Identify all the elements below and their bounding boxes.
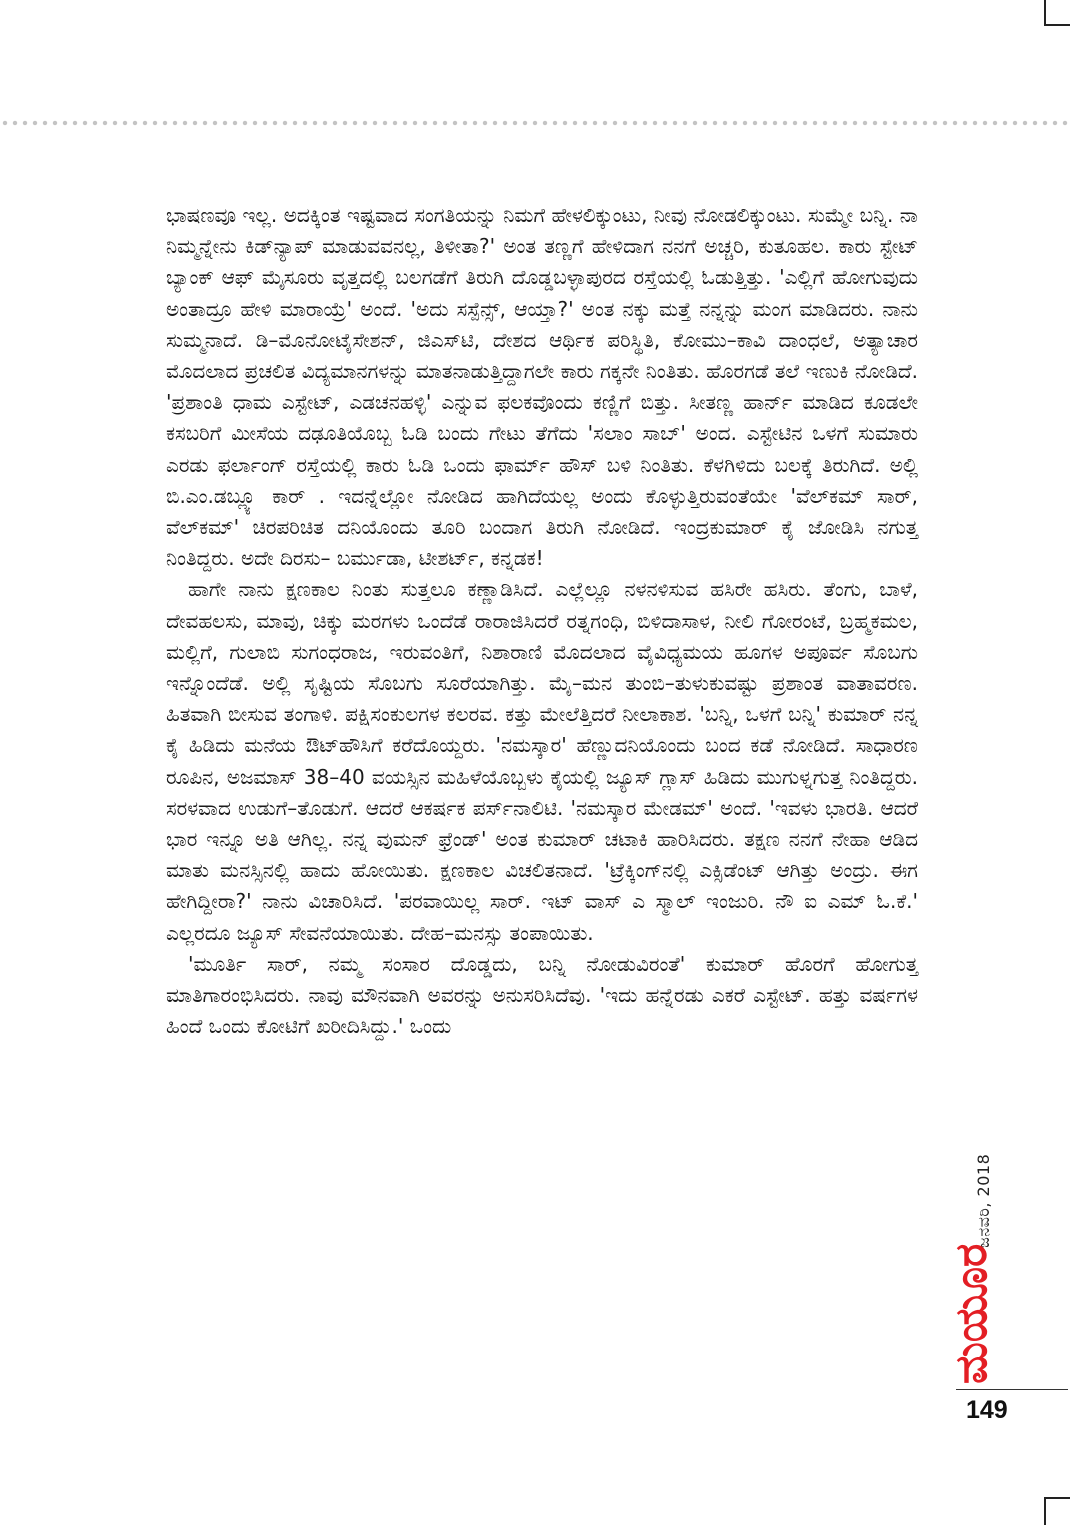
page-number: 149: [966, 1396, 1008, 1424]
paragraph: ಭಾಷಣವೂ ಇಲ್ಲ. ಅದಕ್ಕಿಂತ ಇಷ್ಟವಾದ ಸಂಗತಿಯನ್ನು ನಿಮಗೆ ಹೇಳಲಿಕ್ಕುಂಟು, ನೀವು ನೋಡಲಿಕ್ಕುಂಟು. ಸುಮ್ಮೇ ಬನ್ನಿ. ನಾ ನಿಮ್ಮನ್ನೇನು ಕಿಡ್‌ನ್ಯಾಪ್ ಮಾಡುವವನಲ್ಲ, ತಿಳೀತಾ?' ಅಂತ ತಣ್ಣಗೆ ಹೇಳಿದಾಗ ನನಗೆ ಅಚ್ಚರಿ, ಕುತೂಹಲ. ಕಾರು ಸ್ಟೇಟ್ ಬ್ಯಾಂಕ್ ಆಫ್ ಮೈಸೂರು ವೃತ್ತದಲ್ಲಿ ಬಲಗಡೆಗೆ ತಿರುಗಿ ದೊಡ್ಡಬಳ್ಳಾಪುರದ ರಸ್ತೆಯಲ್ಲಿ ಓಡುತ್ತಿತ್ತು. 'ಎಲ್ಲಿಗೆ ಹೋಗುವುದು ಅಂತಾದ್ರೂ ಹೇಳಿ ಮಾರಾಯ್ರೆ' ಅಂದೆ. 'ಅದು ಸಸ್ಪೆನ್ಸ್, ಆಯ್ತಾ?' ಅಂತ ನಕ್ಕು ಮತ್ತೆ ನನ್ನನ್ನು ಮಂಗ ಮಾಡಿದರು. ನಾನು ಸುಮ್ಮನಾದೆ. ಡಿ–ಮೊನೋಟೈಸೇಶನ್, ಜಿಎಸ್‌ಟಿ, ದೇಶದ ಆರ್ಥಿಕ ಪರಿಸ್ಥಿತಿ, ಕೋಮು–ಕಾವಿ ದಾಂಧಲೆ, ಅತ್ಯಾಚಾರ ಮೊದಲಾದ ಪ್ರಚಲಿತ ವಿದ್ಯಮಾನಗಳನ್ನು ಮಾತನಾಡುತ್ತಿದ್ದಾಗಲೇ ಕಾರು ಗಕ್ಕನೇ ನಿಂತಿತು. ಹೊರಗಡೆ ತಲೆ ಇಣುಕಿ ನೋಡಿದೆ. 'ಪ್ರಶಾಂತಿ ಧಾಮ ಎಸ್ಟೇಟ್, ಎಡಚನಹಳ್ಳಿ' ಎನ್ನುವ ಫಲಕವೊಂದು ಕಣ್ಣಿಗೆ ಬಿತ್ತು. ಸೀತಣ್ಣ ಹಾರ್ನ್ ಮಾಡಿದ ಕೂಡಲೇ ಕಸಬರಿಗೆ ಮೀಸೆಯ ದಢೂತಿಯೊಬ್ಬ ಓಡಿ ಬಂದು ಗೇಟು ತೆಗೆದು 'ಸಲಾಂ ಸಾಬ್' ಅಂದ. ಎಸ್ಟೇಟಿನ ಒಳಗೆ ಸುಮಾರು ಎರಡು ಫರ್ಲಾಂಗ್ ರಸ್ತೆಯಲ್ಲಿ ಕಾರು ಓಡಿ ಒಂದು ಫಾರ್ಮ್ ಹೌಸ್ ಬಳಿ ನಿಂತಿತು. ಕೆಳಗಿಳಿದು ಬಲಕ್ಕೆ ತಿರುಗಿದೆ. ಅಲ್ಲಿ ಬಿ.ಎಂ.ಡಬ್ಲ್ಯೂ ಕಾರ್ . ಇದನ್ನೆಲ್ಲೋ ನೋಡಿದ ಹಾಗಿದೆಯಲ್ಲ ಅಂದು ಕೊಳ್ಳುತ್ತಿರುವಂತೆಯೇ 'ವೆಲ್‌ಕಮ್ ಸಾರ್, ವೆಲ್‌ಕಮ್' ಚಿರಪರಿಚಿತ ದನಿಯೊಂದು ತೂರಿ ಬಂದಾಗ ತಿರುಗಿ ನೋಡಿದೆ. ಇಂದ್ರಕುಮಾರ್ ಕೈ ಜೋಡಿಸಿ ನಗುತ್ತ ನಿಂತಿದ್ದರು. ಅದೇ ದಿರಸು– ಬರ್ಮುಡಾ, ಟೀಶರ್ಟ್, ಕನ್ನಡಕ!: [166, 203, 918, 571]
paragraph: ಹಾಗೇ ನಾನು ಕ್ಷಣಕಾಲ ನಿಂತು ಸುತ್ತಲೂ ಕಣ್ಣಾಡಿಸಿದೆ. ಎಲ್ಲೆಲ್ಲೂ ನಳನಳಿಸುವ ಹಸಿರೇ ಹಸಿರು. ತೆಂಗು, ಬಾಳೆ, ದೇವಹಲಸು, ಮಾವು, ಚಿಕ್ಕು ಮರಗಳು ಒಂದೆಡೆ ರಾರಾಜಿಸಿದರೆ ರತ್ನಗಂಧಿ, ಬಿಳಿದಾಸಾಳ, ನೀಲಿ ಗೋರಂಟೆ, ಬ್ರಹ್ಮಕಮಲ, ಮಲ್ಲಿಗೆ, ಗುಲಾಬಿ ಸುಗಂಧರಾಜ, ಇರುವಂತಿಗೆ, ನಿಶಾರಾಣಿ ಮೊದಲಾದ ವೈವಿಧ್ಯಮಯ ಹೂಗಳ ಅಪೂರ್ವ ಸೊಬಗು ಇನ್ನೊಂದೆಡೆ. ಅಲ್ಲಿ ಸೃಷ್ಟಿಯ ಸೊಬಗು ಸೂರೆಯಾಗಿತ್ತು. ಮೈ–ಮನ ತುಂಬಿ–ತುಳುಕುವಷ್ಟು ಪ್ರಶಾಂತ ವಾತಾವರಣ. ಹಿತವಾಗಿ ಬೀಸುವ ತಂಗಾಳಿ. ಪಕ್ಷಿಸಂಕುಲಗಳ ಕಲರವ. ಕತ್ತು ಮೇಲೆತ್ತಿದರೆ ನೀಲಾಕಾಶ. 'ಬನ್ನಿ, ಒಳಗೆ ಬನ್ನಿ' ಕುಮಾರ್ ನನ್ನ ಕೈ ಹಿಡಿದು ಮನೆಯ ಔಟ್‌ಹೌಸಿಗೆ ಕರೆದೊಯ್ದರು. 'ನಮಸ್ಕಾರ' ಹೆಣ್ಣುದನಿಯೊಂದು ಬಂದ ಕಡೆ ನೋಡಿದೆ. ಸಾಧಾರಣ ರೂಪಿನ, ಅಜಮಾಸ್ 38–40 ವಯಸ್ಸಿನ ಮಹಿಳೆಯೊಬ್ಬಳು ಕೈಯಲ್ಲಿ ಜ್ಯೂಸ್ ಗ್ಲಾಸ್ ಹಿಡಿದು ಮುಗುಳ್ನಗುತ್ತ ನಿಂತಿದ್ದರು. ಸರಳವಾದ ಉಡುಗೆ–ತೊಡುಗೆ. ಆದರೆ ಆಕರ್ಷಕ ಪರ್ಸ್‌ನಾಲಿಟಿ. 'ನಮಸ್ಕಾರ ಮೇಡಮ್' ಅಂದೆ. 'ಇವಳು ಭಾರತಿ. ಆದರೆ ಭಾರ ಇನ್ನೂ ಅತಿ ಆಗಿಲ್ಲ. ನನ್ನ ವುಮನ್ ಫ್ರೆಂಡ್' ಅಂತ ಕುಮಾರ್ ಚಟಾಕಿ ಹಾರಿಸಿದರು. ತಕ್ಷಣ ನನಗೆ ನೇಹಾ ಆಡಿದ ಮಾತು ಮನಸ್ಸಿನಲ್ಲಿ ಹಾದು ಹೋಯಿತು. ಕ್ಷಣಕಾಲ ವಿಚಲಿತನಾದೆ. 'ಟ್ರೆಕ್ಕಿಂಗ್‌ನಲ್ಲಿ ಎಕ್ಸಿಡೆಂಟ್ ಆಗಿತ್ತು ಅಂದ್ರು. ಈಗ ಹೇಗಿದ್ದೀರಾ?' ನಾನು ವಿಚಾರಿಸಿದೆ. 'ಪರವಾಯಿಲ್ಲ ಸಾರ್. ಇಟ್ ವಾಸ್ ಎ ಸ್ಮಾಲ್ ಇಂಜುರಿ. ನೌ ಐ ಎಮ್ ಓ.ಕೆ.' ಎಲ್ಲರದೂ ಜ್ಯೂಸ್ ಸೇವನೆಯಾಯಿತು. ದೇಹ–ಮನಸ್ಸು ತಂಪಾಯಿತು.: [166, 577, 918, 945]
folio-divider: [956, 1389, 1068, 1390]
magazine-logo: ಮಯೂರ: [946, 1243, 997, 1384]
paragraph: 'ಮೂರ್ತಿ ಸಾರ್, ನಮ್ಮ ಸಂಸಾರ ದೊಡ್ಡದು, ಬನ್ನಿ ನೋಡುವಿರಂತೆ' ಕುಮಾರ್ ಹೊರಗೆ ಹೋಗುತ್ತ ಮಾತಿಗಾರಂಭಿಸಿದರು. ನಾವು ಮೌನವಾಗಿ ಅವರನ್ನು ಅನುಸರಿಸಿದೆವು. 'ಇದು ಹನ್ನೆರಡು ಎಕರೆ ಎಸ್ಟೇಟ್. ಹತ್ತು ವರ್ಷಗಳ ಹಿಂದೆ ಒಂದು ಕೋಟಿಗೆ ಖರೀದಿಸಿದ್ದು.' ಒಂದು: [166, 951, 918, 1039]
crop-mark-top: [1044, 0, 1070, 26]
issue-date: ಜನವರಿ, 2018: [974, 1153, 993, 1248]
header-dotted-rule: [0, 120, 1072, 126]
crop-mark-bottom: [1044, 1497, 1070, 1525]
article-body: [166, 200, 918, 1042]
